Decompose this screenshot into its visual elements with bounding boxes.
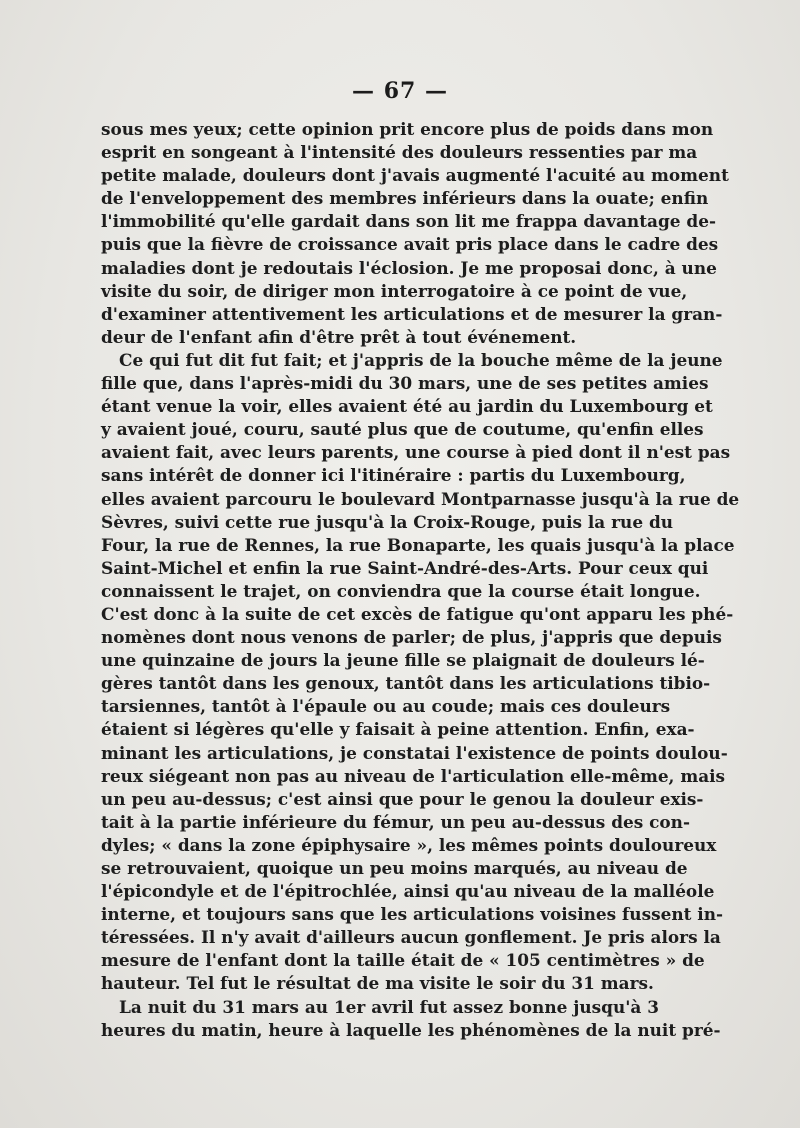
text-line: d'examiner attentivement les articulations et de mesurer la gran- — [101, 303, 723, 324]
text-line: tait à la partie inférieure du fémur, un peu au-dessus des con- — [101, 811, 690, 832]
text-line: tarsiennes, tantôt à l'épaule ou au coude; mais ces douleurs — [101, 696, 671, 717]
text-line: téressées. Il n'y avait d'ailleurs aucun gonflement. Je pris alors la — [101, 927, 721, 948]
text-line: petite malade, douleurs dont j'avais augmenté l'acuité au moment — [101, 165, 729, 186]
text-line: étaient si légères qu'elle y faisait à peine attention. Enfin, exa- — [101, 719, 695, 740]
text-line: maladies dont je redoutais l'éclosion. Je me proposai donc, à une — [101, 257, 717, 278]
text-line: nomènes dont nous venons de parler; de plus, j'appris que depuis — [101, 627, 722, 648]
text-line: elles avaient parcouru le boulevard Montparnasse jusqu'à la rue de — [101, 488, 740, 509]
text-line: sans intérêt de donner ici l'itinéraire : partis du Luxembourg, — [101, 465, 686, 486]
text-line: une quinzaine de jours la jeune fille se plaignait de douleurs lé- — [101, 650, 705, 671]
text-line: C'est donc à la suite de cet excès de fatigue qu'ont apparu les phé- — [101, 603, 734, 624]
text-line: l'épicondyle et de l'épitrochlée, ainsi qu'au niveau de la malléole — [101, 881, 715, 902]
text-line: fille que, dans l'après-midi du 30 mars, une de ses petites amies — [101, 373, 709, 394]
text-line: de l'enveloppement des membres inférieurs dans la ouate; enfin — [101, 188, 709, 209]
text-line: avaient fait, avec leurs parents, une course à pied dont il n'est pas — [101, 442, 731, 463]
text-line: sous mes yeux; cette opinion prit encore plus de poids dans mon — [101, 119, 714, 139]
text-line: mesure de l'enfant dont la taille était de « 105 centimètres » de — [101, 950, 705, 971]
page-number: — 67 — — [352, 78, 448, 104]
text-line: Ce qui fut dit fut fait; et j'appris de la bouche même de la jeune — [119, 349, 723, 370]
text-line: Four, la rue de Rennes, la rue Bonaparte, les quais jusqu'à la place — [101, 534, 735, 555]
text-line: esprit en songeant à l'intensité des douleurs ressenties par ma — [101, 142, 698, 163]
body-text — [101, 118, 740, 1042]
text-line: un peu au-dessus; c'est ainsi que pour le genou la douleur exis- — [101, 788, 704, 809]
text-line: gères tantôt dans les genoux, tantôt dans les articulations tibio- — [101, 673, 711, 694]
text-line: Sèvres, suivi cette rue jusqu'à la Croix-Rouge, puis la rue du — [101, 511, 674, 532]
text-line: heures du matin, heure à laquelle les phénomènes de la nuit pré- — [101, 1019, 721, 1040]
text-line: visite du soir, de diriger mon interrogatoire à ce point de vue, — [101, 280, 688, 301]
text-line: La nuit du 31 mars au 1er avril fut assez bonne jusqu'à 3 — [119, 996, 659, 1017]
text-line: reux siégeant non pas au niveau de l'articulation elle-même, mais — [101, 765, 726, 786]
text-line: l'immobilité qu'elle gardait dans son lit me frappa davantage de- — [101, 211, 716, 232]
text-line: se retrouvaient, quoique un peu moins marqués, au niveau de — [101, 858, 688, 878]
text-line: deur de l'enfant afin d'être prêt à tout événement. — [101, 326, 577, 347]
text-line: y avaient joué, couru, sauté plus que de coutume, qu'enfin elles — [101, 419, 704, 440]
text-line: connaissent le trajet, on conviendra que la course était longue. — [101, 580, 701, 601]
text-line: Saint-Michel et enfin la rue Saint-André-des-Arts. Pour ceux qui — [101, 557, 709, 578]
text-line: minant les articulations, je constatai l'existence de points doulou- — [101, 742, 728, 763]
text-line: dyles; « dans la zone épiphysaire », les mêmes points douloureux — [101, 834, 717, 855]
text-line: puis que la fièvre de croissance avait pris place dans le cadre des — [101, 234, 719, 255]
text-line: hauteur. Tel fut le résultat de ma visite le soir du 31 mars. — [101, 973, 654, 994]
text-line: étant venue la voir, elles avaient été au jardin du Luxembourg et — [101, 396, 713, 417]
text-line: interne, et toujours sans que les articulations voisines fussent in- — [101, 904, 724, 925]
